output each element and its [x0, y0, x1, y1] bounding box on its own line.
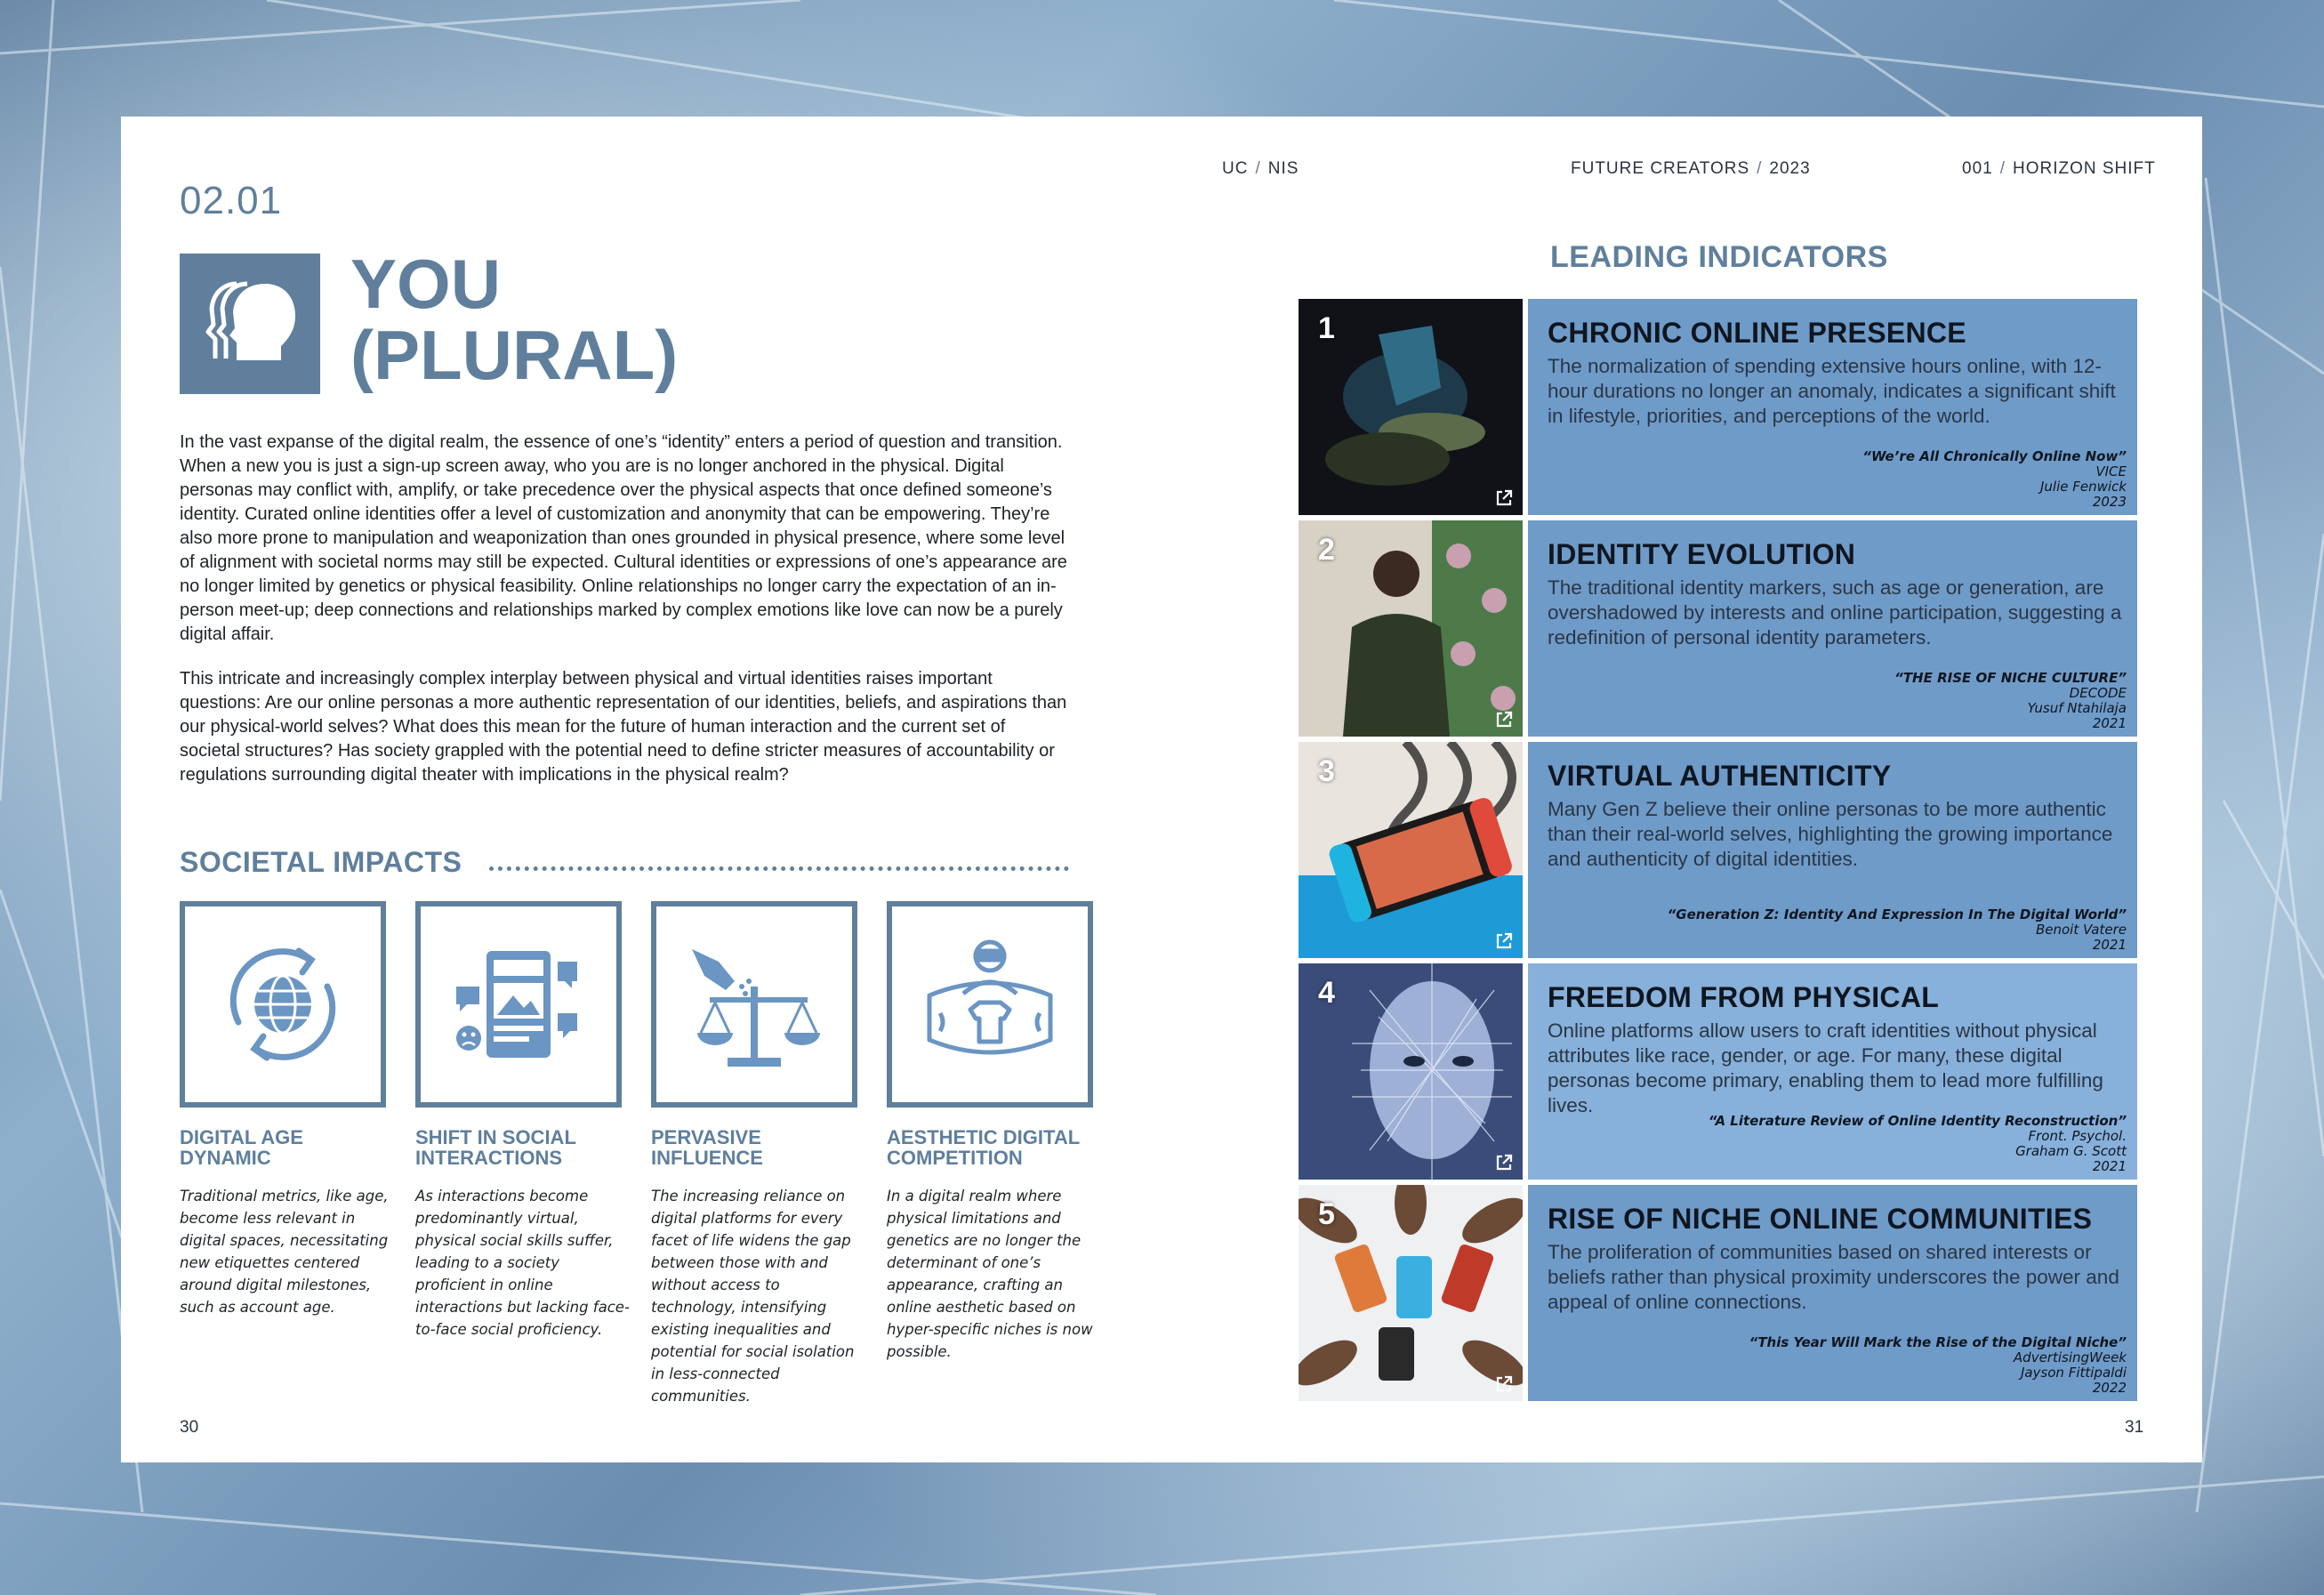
card-text-3: The increasing reliance on digital platforms for every facet of life widens the gap between those with and without access to technology, intensifying existing inequalities and potential for social isolation in less-connected communities. — [651, 1188, 855, 1405]
external-link-icon[interactable] — [1494, 1153, 1514, 1172]
card-title-1: DIGITAL AGE DYNAMIC — [180, 1126, 303, 1169]
indicator-image-1: 1 — [1299, 299, 1523, 515]
indicator-image-5: 5 — [1299, 1185, 1523, 1401]
document-spread — [121, 117, 2202, 1462]
scale-icon — [651, 901, 857, 1108]
card-title-2: SHIFT IN SOCIAL INTERACTIONS — [415, 1126, 576, 1169]
citation-3: “Generation Z: Identity And Expression In The Digital World” Benoit Vatere 2021 — [1667, 906, 2127, 953]
external-link-icon[interactable] — [1494, 1374, 1514, 1394]
page-number-left: 30 — [180, 1418, 199, 1437]
card-text-1: Traditional metrics, like age, become less relevant in digital spaces, necessitating new etiquettes centered around digital milestones, such as account age. — [180, 1188, 389, 1316]
card-text-2: As interactions become predominantly virtual, physical social skills suffer, leading to a society proficient in online interactions but lacking face-to-face social proficiency. — [415, 1188, 630, 1338]
indicator-panel-1: CHRONIC ONLINE PRESENCE The normalization of spending extensive hours online, with 12-hour durations no longer an anomaly, indicates a significant shift in lifestyle, priorities, and perceptions of the world. “We’re All Chronically Online Now” VICE Julie Fenwick 2023 — [1528, 299, 2137, 515]
external-link-icon[interactable] — [1494, 931, 1514, 951]
indicator-panel-4: FREEDOM FROM PHYSICAL Online platforms allow users to craft identities without physical attributes like race, gender, or age. For many, these digital personas become primary, enabling them to lead more fulfilling lives. “A Literature Review of Online Identity Reconstruction” Front. Psychol. Graham G. Scott 2021 — [1528, 963, 2137, 1180]
indicator-image-3: 3 — [1299, 742, 1523, 958]
indicator-image-2: 2 — [1299, 520, 1523, 737]
indicator-row-5 — [1299, 1185, 2304, 1401]
indicator-panel-3: VIRTUAL AUTHENTICITY Many Gen Z believe their online personas to be more authentic than their real-world selves, highlighting the growing importance and authenticity of digital identities. “Generation Z: Identity And Expression In The Digital World” Benoit Vatere 2021 — [1528, 742, 2137, 958]
indicator-row-2 — [1299, 520, 2304, 737]
citation-5: “This Year Will Mark the Rise of the Digital Niche” AdvertisingWeek Jayson Fittipaldi 2022 — [1749, 1334, 2127, 1396]
citation-1: “We’re All Chronically Online Now” VICE Julie Fenwick 2023 — [1862, 448, 2127, 510]
card-text-4: In a digital realm where physical limitations and genetics are no longer the determinant of one’s appearance, crafting an online aesthetic based on hyper-specific niches is now possible. — [887, 1188, 1093, 1360]
card-title-4: AESTHETIC DIGITAL COMPETITION — [887, 1126, 1080, 1169]
citation-4: “A Literature Review of Online Identity Reconstruction” Front. Psychol. Graham G. Scott 2021 — [1708, 1113, 2127, 1174]
external-link-icon[interactable] — [1494, 488, 1514, 508]
leading-indicators-heading: LEADING INDICATORS — [1550, 240, 1888, 274]
card-title-3: PERVASIVE INFLUENCE — [651, 1126, 763, 1169]
societal-impacts-heading: SOCIETAL IMPACTS — [180, 846, 462, 878]
header-right: 001 / HORIZON SHIFT — [1962, 159, 2156, 178]
section-number: 02.01 — [180, 179, 283, 222]
social-interactions-icon — [415, 901, 622, 1108]
indicator-image-4: 4 — [1299, 963, 1523, 1180]
citation-2: “THE RISE OF NICHE CULTURE” DECODE Yusuf Ntahilaja 2021 — [1894, 670, 2127, 731]
indicator-panel-5: RISE OF NICHE ONLINE COMMUNITIES The proliferation of communities based on shared interests or beliefs rather than physical proximity underscores the power and appeal of online connections. “This Year Will Mark the Rise of the Digital Niche” AdvertisingWeek Jayson Fittipaldi 2022 — [1528, 1185, 2137, 1401]
page-number-right: 31 — [2125, 1418, 2144, 1437]
globe-cycle-icon — [180, 901, 386, 1108]
indicator-row-4 — [1299, 963, 2304, 1180]
body-paragraph-2: This intricate and increasingly complex interplay between physical and virtual identities raises important questions: Are our online personas a more authentic representation of our identities, beliefs, and aspirations than our physical-world selves? What does this mean for the future of human interaction and the current set of societal structures? Has society grappled with the potential need to define stricter measures of accountability or regulations surrounding digital theater with implications in the physical realm? — [180, 669, 1067, 785]
header-left: UC / NIS — [1222, 159, 1299, 178]
indicator-row-3 — [1299, 742, 2304, 958]
body-paragraph-1: In the vast expanse of the digital realm, the essence of one’s “identity” enters a period of question and transition. When a new you is just a sign-up screen away, who you are is no longer anchored in the physical. Digital personas may conflict with, amplify, or take precedence over the physical aspects that once defined someone’s identity. Curated online identities offer a level of customization and anonymity that can be empowering. They’re also more prone to manipulation and weaponization than ones grounded in physical presence, where some level of alignment with societal norms may still be expected. Cultural identities or expressions of one’s appearance are no longer limited by genetics or physical feasibility. Online relationships no longer carry the expectation of an in-person meet-up; deep connections and relationships marked by complex emotions like love can now be a purely digital affair. — [180, 432, 1067, 644]
header-center: FUTURE CREATORS / 2023 — [1571, 159, 1811, 178]
dotted-divider — [489, 866, 1069, 871]
page-title: YOU (PLURAL) — [350, 245, 679, 394]
indicator-row-1 — [1299, 299, 2304, 515]
external-link-icon[interactable] — [1494, 710, 1514, 729]
vr-avatar-icon — [887, 901, 1093, 1108]
multiple-heads-icon — [180, 254, 320, 394]
indicator-panel-2: IDENTITY EVOLUTION The traditional identity markers, such as age or generation, are overshadowed by interests and online participation, suggesting a redefinition of personal identity parameters. “THE RISE OF NICHE CULTURE” DECODE Yusuf Ntahilaja 2021 — [1528, 520, 2137, 737]
